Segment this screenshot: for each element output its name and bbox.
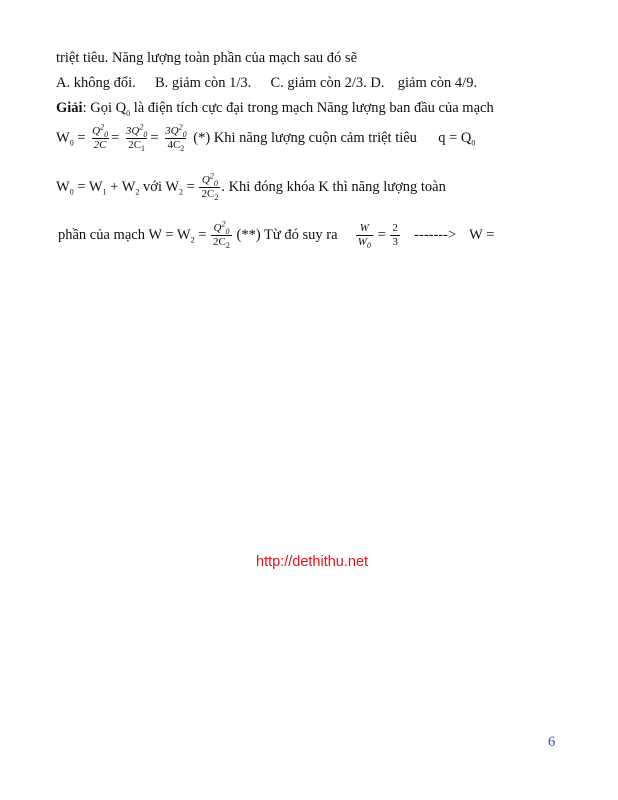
fraction-two-thirds: $\frac{2}{3}$ bbox=[392, 222, 398, 248]
equation-3: phần của mạch $W = W_2$ = $\frac{Q^2_0}{2C_2}$ (**) Từ đó suy ra $\frac{W}{W_0}$ = $\frac{2}{3}$ -------> W = bbox=[58, 219, 495, 251]
line-1: triệt tiêu. Năng lượng toàn phần của mạch sau đó sẽ bbox=[56, 50, 358, 66]
fraction-2: $\frac{3Q^2_0}{2C_1}$ bbox=[125, 122, 148, 154]
equation-1: $W_0$ = $\frac{Q^2_0}{2C}$ = $\frac{3Q^2_0}{2C_1}$ = $\frac{3Q^2_0}{4C_2}$ (*) Khi năng lượng cuộn cảm triệt tiêu $q = Q_0$ bbox=[56, 122, 476, 154]
fraction-1: $\frac{Q^2_0}{2C}$ bbox=[92, 122, 109, 151]
option-d: giảm còn 4/9. bbox=[397, 75, 478, 91]
giai-line: Giải: Gọi $Q_0$ là điện tích cực đại trong mạch Năng lượng ban đầu của mạch bbox=[56, 100, 494, 118]
giai-label: Giải bbox=[56, 100, 83, 116]
fraction-ratio: $\frac{W}{W_0}$ bbox=[357, 222, 371, 251]
equation-2: $W_0 = W_1 + W_2$ với $W_2$ = $\frac{Q^2_0}{2C_2}$ . Khi đóng khóa K thì năng lượng toàn bbox=[56, 171, 446, 203]
source-url[interactable]: http://dethithu.net bbox=[256, 554, 369, 570]
option-a: A. không đổi. bbox=[56, 75, 136, 91]
answer-options bbox=[56, 74, 477, 92]
option-c: C. giảm còn 2/3. D. bbox=[270, 75, 385, 91]
fraction-4: $\frac{Q^2_0}{2C_2}$ bbox=[201, 171, 219, 203]
option-b: B. giảm còn 1/3. bbox=[155, 75, 252, 91]
fraction-3: $\frac{3Q^2_0}{4C_2}$ bbox=[165, 122, 187, 154]
fraction-5: $\frac{Q^2_0}{2C_2}$ bbox=[213, 219, 230, 251]
page-number: 6 bbox=[548, 734, 556, 750]
